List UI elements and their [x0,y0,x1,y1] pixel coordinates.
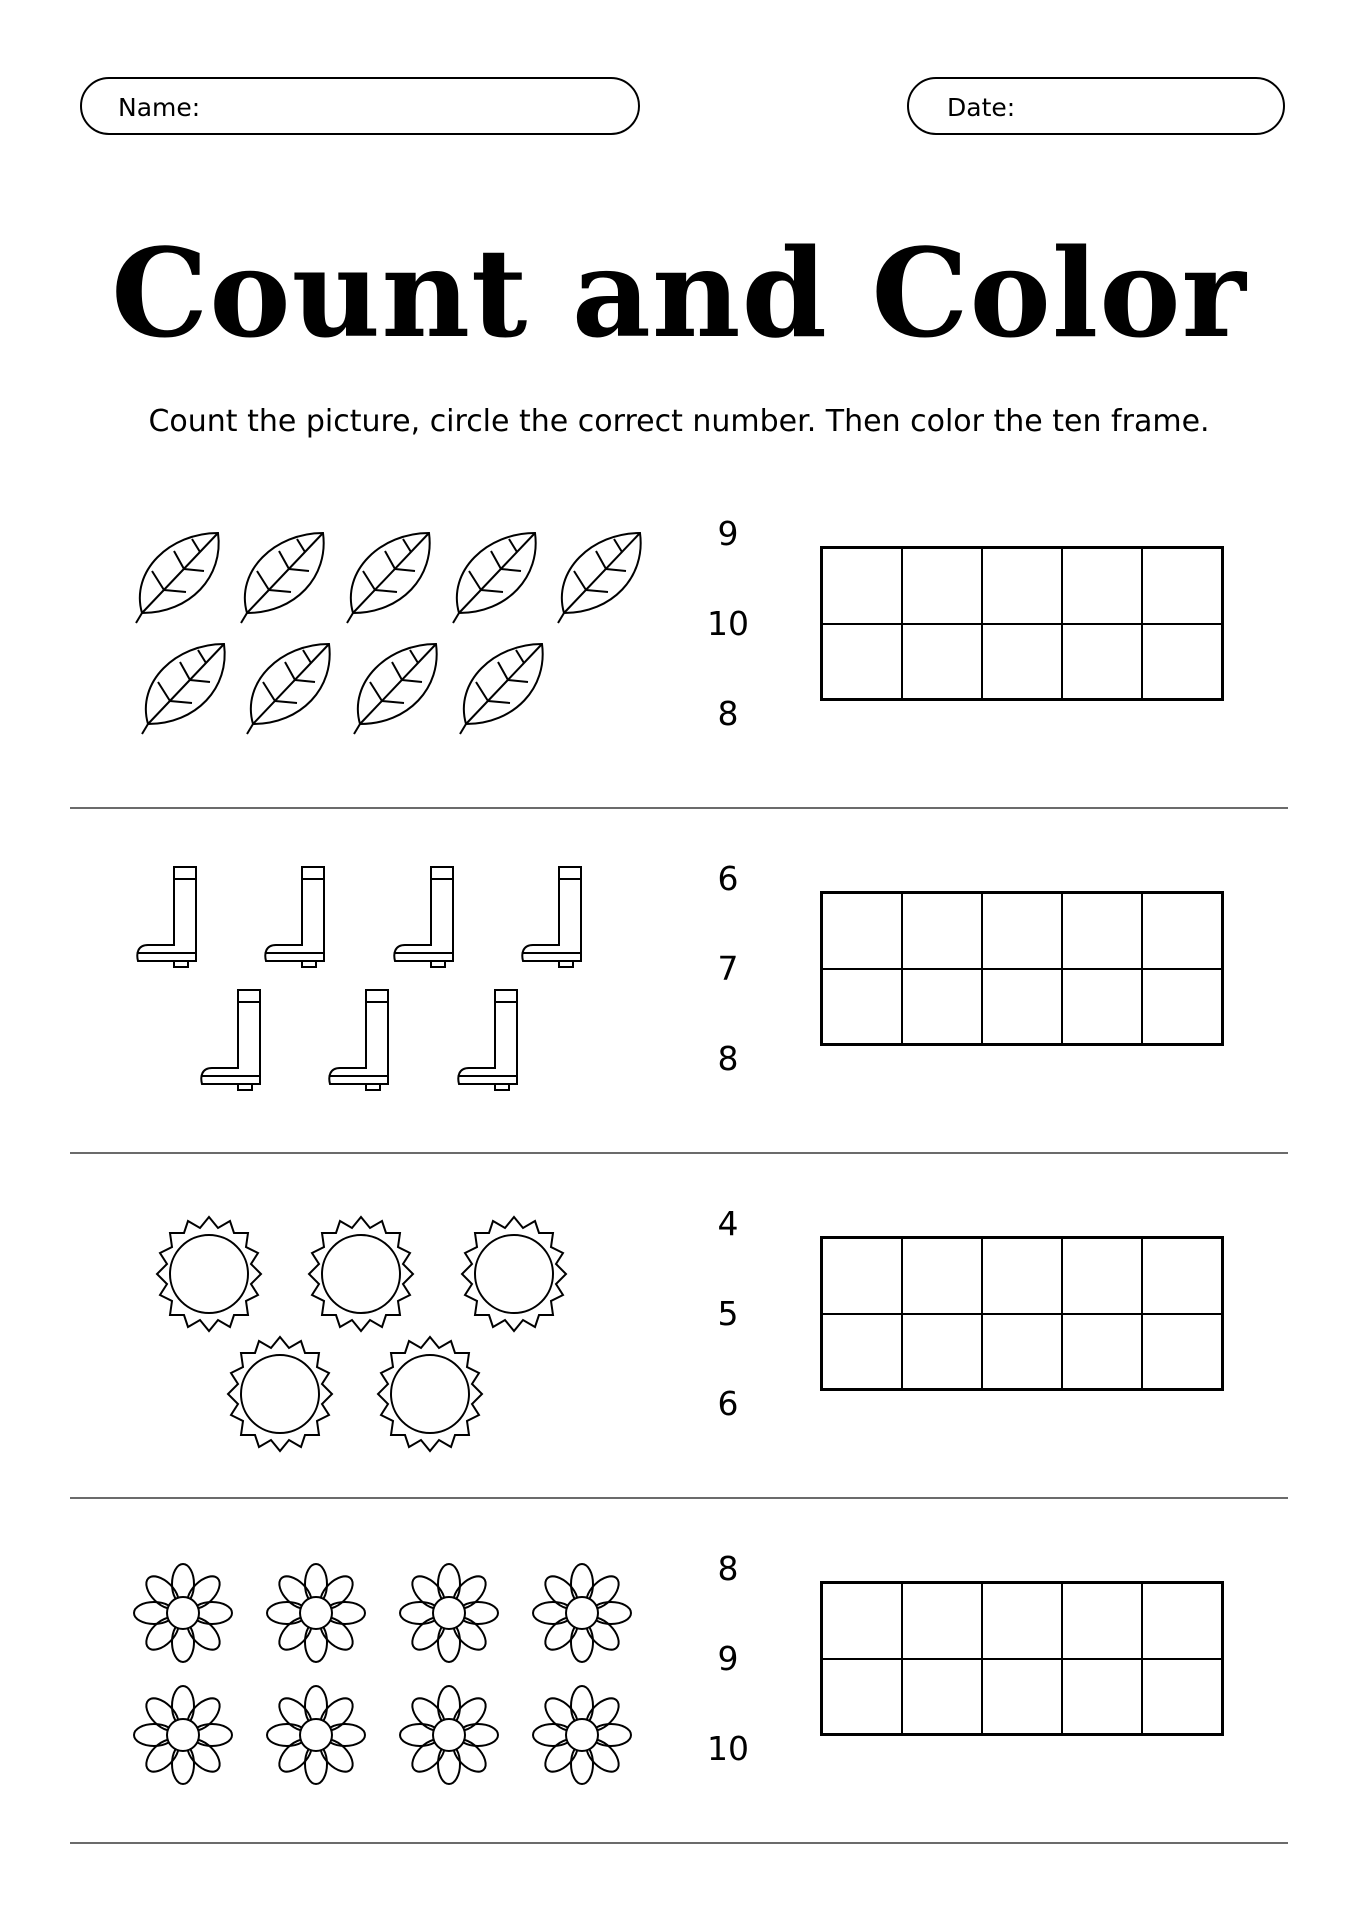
sun-icon [309,1217,413,1331]
leaf-icon [247,644,330,734]
ten-frame-cell[interactable] [982,1659,1062,1735]
ten-frame-cell[interactable] [822,548,902,624]
flower-icon [400,1564,498,1662]
answer-option[interactable]: 8 [717,694,739,733]
boot-icon [522,867,581,967]
answer-option[interactable]: 8 [717,1039,739,1078]
boot-picture-group [0,825,700,1170]
exercise-row-leaves [0,480,1358,825]
date-label: Date: [947,93,1016,122]
ten-frame-cell[interactable] [1142,1314,1222,1390]
name-label: Name: [118,93,201,122]
flower-icon [134,1564,232,1662]
sun-icon [462,1217,566,1331]
answer-option[interactable]: 6 [717,1384,739,1423]
ten-frame[interactable] [820,1581,1224,1736]
ten-frame-cell[interactable] [1142,1583,1222,1659]
boot-icon [458,990,517,1090]
answer-option[interactable]: 9 [717,1639,739,1678]
sun-icon [157,1217,261,1331]
ten-frame-cell[interactable] [902,1659,982,1735]
row-divider [70,1842,1288,1844]
ten-frame-cell[interactable] [902,1238,982,1314]
leaf-picture-group [0,480,700,825]
ten-frame-cell[interactable] [1062,624,1142,700]
ten-frame-cell[interactable] [1142,624,1222,700]
ten-frame-cell[interactable] [1142,969,1222,1045]
ten-frame-cell[interactable] [1142,1659,1222,1735]
flower-icon [533,1564,631,1662]
exercise-row-suns [0,1170,1358,1515]
ten-frame-cell[interactable] [982,1583,1062,1659]
boot-icon [265,867,324,967]
ten-frame-cell[interactable] [982,548,1062,624]
leaf-icon [453,533,536,623]
ten-frame-cell[interactable] [1062,893,1142,969]
ten-frame-cell[interactable] [1062,1238,1142,1314]
leaf-icon [558,533,641,623]
ten-frame-cell[interactable] [822,1583,902,1659]
ten-frame-cell[interactable] [822,1238,902,1314]
flower-icon [400,1686,498,1784]
ten-frame-cell[interactable] [1062,1314,1142,1390]
ten-frame-cell[interactable] [1142,893,1222,969]
flower-icon [533,1686,631,1784]
ten-frame-cell[interactable] [822,1314,902,1390]
flower-icon [134,1686,232,1784]
date-field[interactable] [907,77,1285,135]
answer-option[interactable]: 7 [717,949,739,988]
ten-frame-cell[interactable] [1062,1583,1142,1659]
exercise-row-flowers [0,1515,1358,1860]
page-title: Count and Color [111,221,1247,365]
ten-frame-cell[interactable] [1062,548,1142,624]
ten-frame-cell[interactable] [1142,548,1222,624]
flower-icon [267,1686,365,1784]
boot-icon [201,990,260,1090]
ten-frame-cell[interactable] [982,624,1062,700]
ten-frame[interactable] [820,546,1224,701]
answer-option[interactable]: 4 [717,1204,739,1243]
leaf-icon [460,644,543,734]
ten-frame-cell[interactable] [982,969,1062,1045]
row-divider [70,1497,1288,1499]
leaf-icon [136,533,219,623]
name-field[interactable] [80,77,640,135]
ten-frame-cell[interactable] [902,548,982,624]
ten-frame-cell[interactable] [982,893,1062,969]
leaf-icon [142,644,225,734]
answer-option[interactable]: 8 [717,1549,739,1588]
instructions: Count the picture, circle the correct number. Then color the ten frame. [148,404,1210,439]
ten-frame-cell[interactable] [902,1314,982,1390]
exercise-row-boots [0,825,1358,1170]
ten-frame-cell[interactable] [982,1314,1062,1390]
ten-frame-cell[interactable] [902,893,982,969]
ten-frame-cell[interactable] [822,969,902,1045]
ten-frame[interactable] [820,891,1224,1046]
ten-frame-cell[interactable] [902,969,982,1045]
leaf-icon [241,533,324,623]
row-divider [70,807,1288,809]
answer-option[interactable]: 5 [717,1294,739,1333]
answer-option[interactable]: 10 [707,1729,749,1768]
leaf-icon [347,533,430,623]
sun-picture-group [0,1170,700,1515]
sun-icon [228,1337,332,1451]
ten-frame-cell[interactable] [822,893,902,969]
ten-frame-cell[interactable] [902,624,982,700]
flower-picture-group [0,1515,700,1860]
answer-option[interactable]: 10 [707,604,749,643]
boot-icon [394,867,453,967]
boot-icon [329,990,388,1090]
ten-frame-cell[interactable] [1062,1659,1142,1735]
flower-icon [267,1564,365,1662]
leaf-icon [354,644,437,734]
ten-frame-cell[interactable] [822,624,902,700]
boot-icon [137,867,196,967]
ten-frame-cell[interactable] [822,1659,902,1735]
answer-option[interactable]: 9 [717,514,739,553]
ten-frame-cell[interactable] [902,1583,982,1659]
sun-icon [378,1337,482,1451]
ten-frame-cell[interactable] [1062,969,1142,1045]
ten-frame-cell[interactable] [982,1238,1062,1314]
ten-frame-cell[interactable] [1142,1238,1222,1314]
row-divider [70,1152,1288,1154]
answer-option[interactable]: 6 [717,859,739,898]
ten-frame[interactable] [820,1236,1224,1391]
